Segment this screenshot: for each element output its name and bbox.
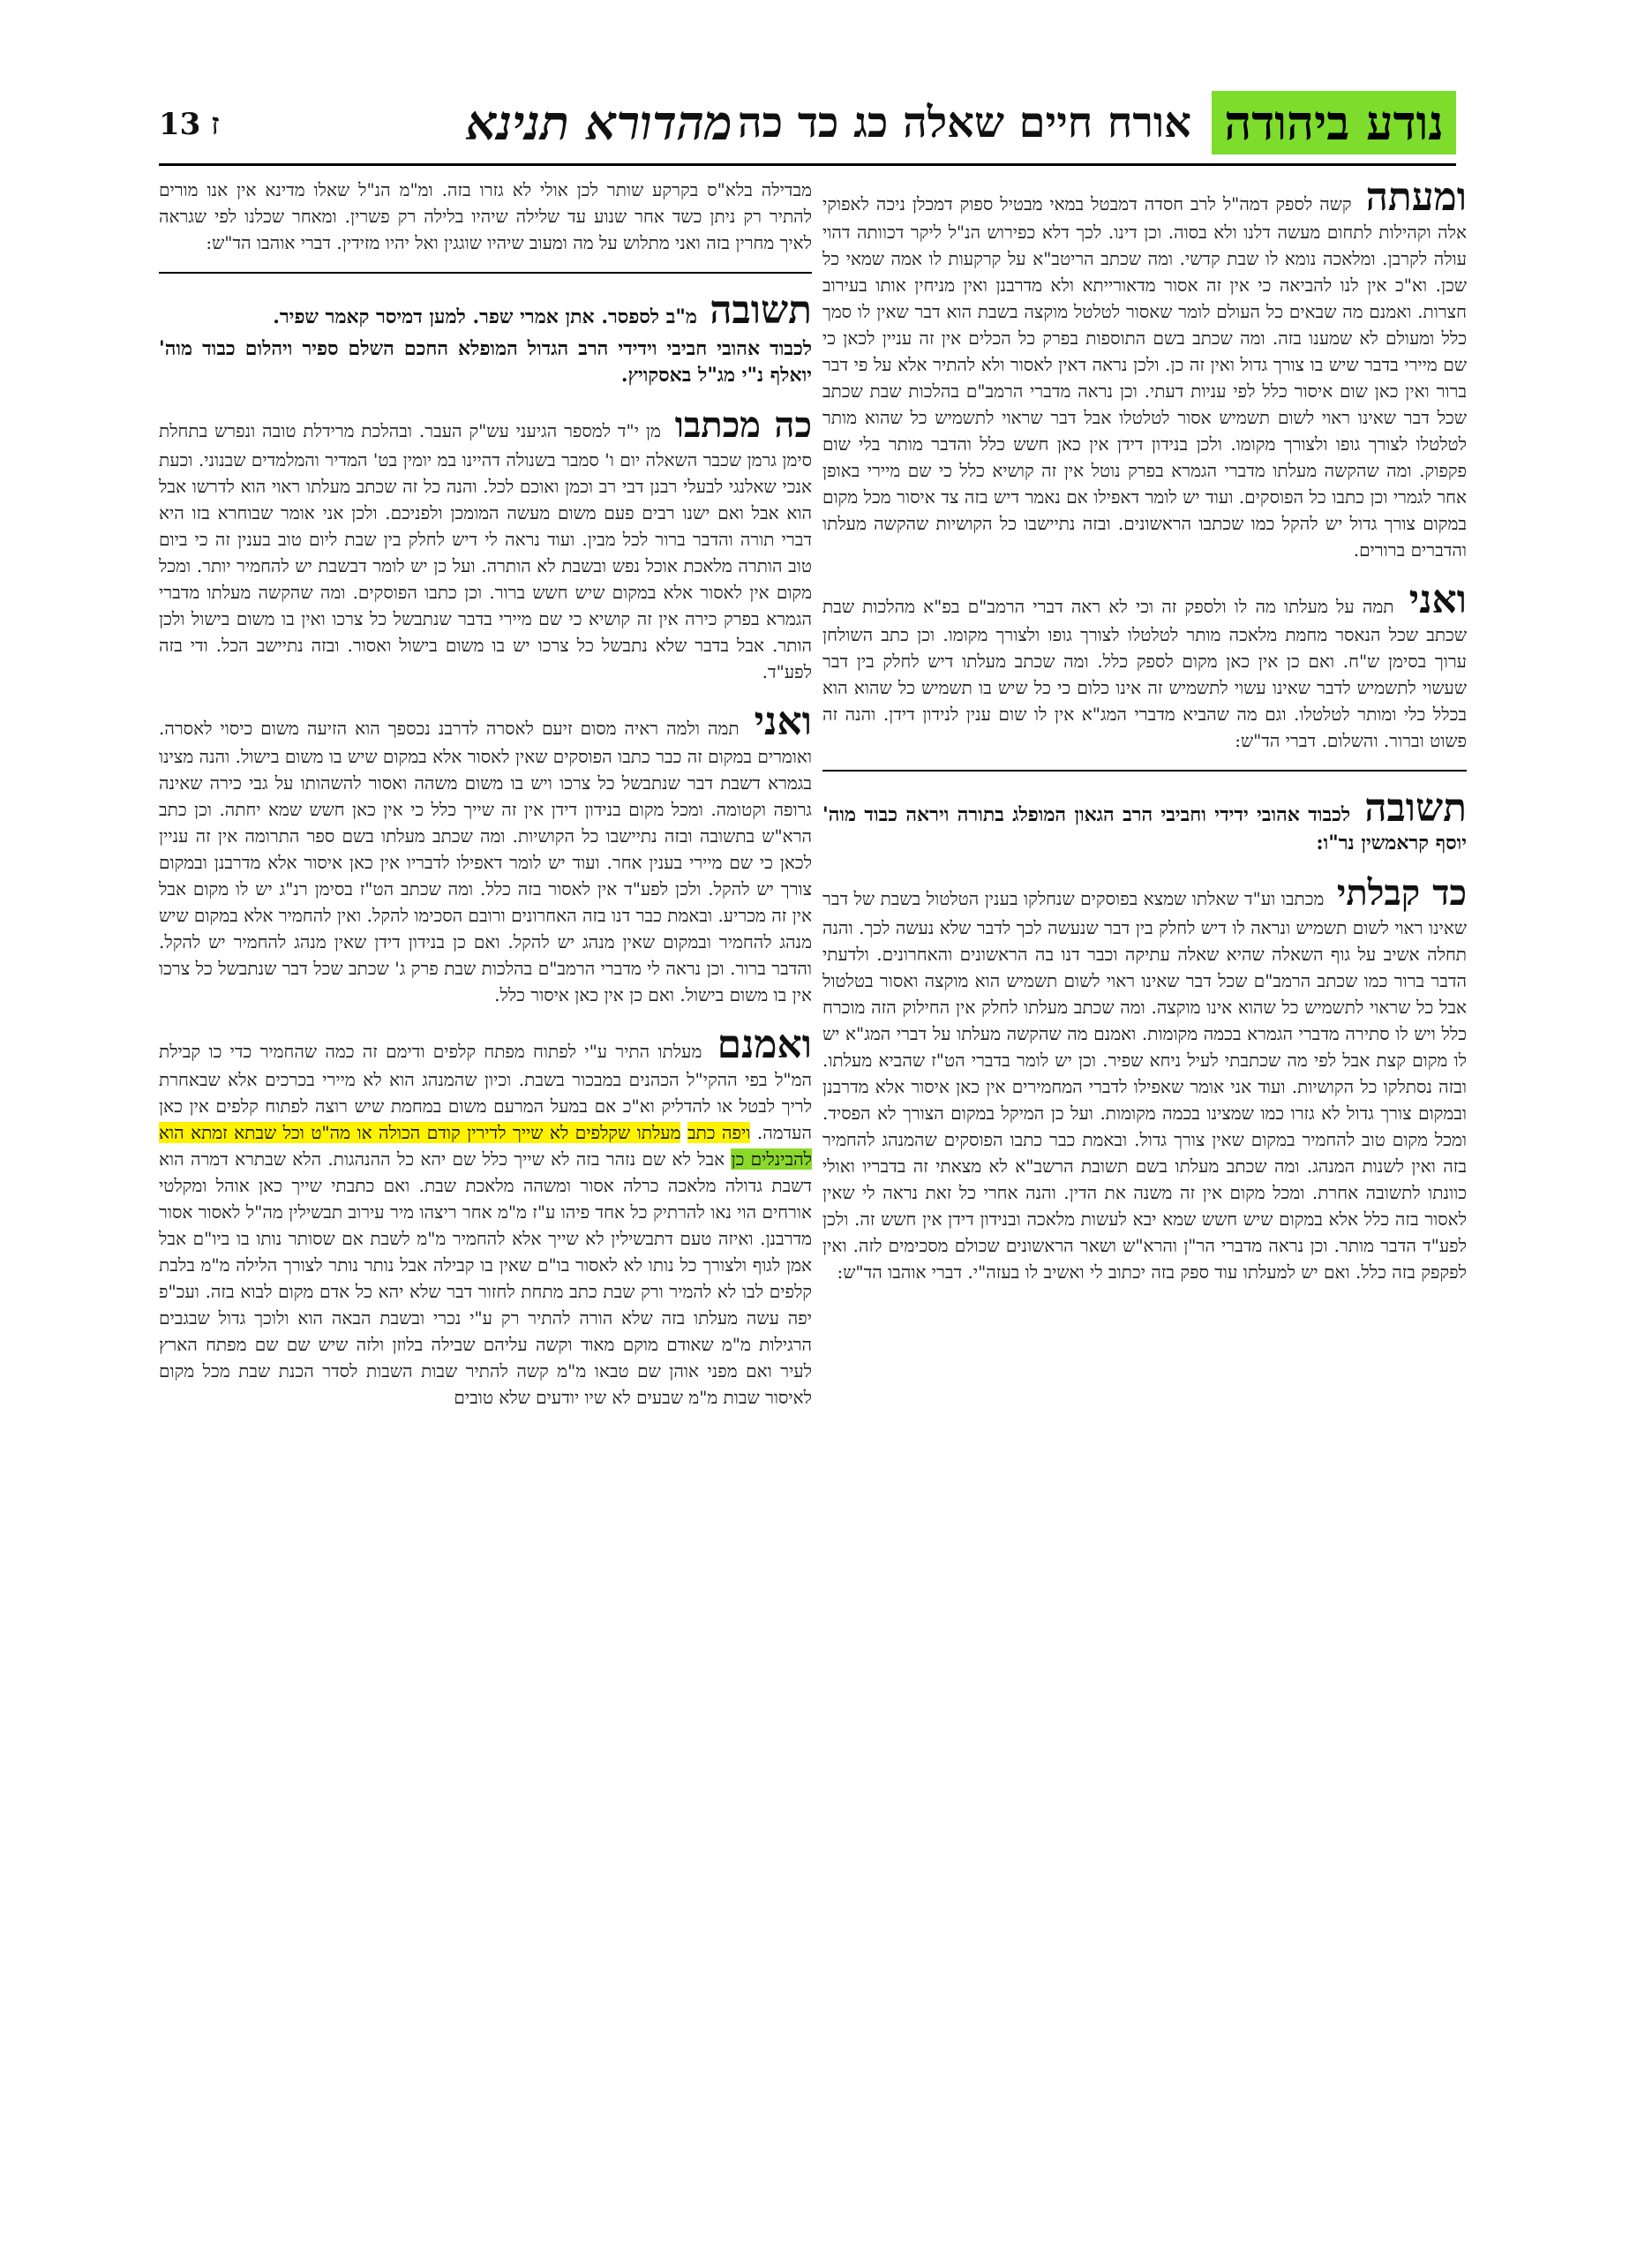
responsum-heading xyxy=(822,787,1467,856)
addressee-line: לכבוד אהובי ידידי וחביבי הרב הגאון המופלג בתורה ויראה כבוד מוה' יוסף קראמשין נר"ו: xyxy=(822,803,1467,854)
lead-word: ואמנם xyxy=(717,1022,812,1067)
section-reference: אורח חיים שאלה כג כד כה xyxy=(738,98,1191,147)
body-text: מבדילה בלא"ס בקרקע שותר לכן אולי לא גזרו בזה. ומ"מ הנ"ל שאלו מדינא אין אנו מורים להתיר רק ניתן כשד אחר שנוע עד שלילה שיהיו בלילה רק פשרין. ומאחר שכלנו לפי שגראה לאיך מחרין בזה ואני מתלוש על מה ומעוב שיהיו שוגגין ואל יהיו מזידין. דברי אוהבו הד"ש: xyxy=(159,179,812,253)
responsum-body xyxy=(822,872,1467,1285)
yellow-highlight: מעלתו שקלפים לא שייך לדירין קודם הכולה או מה"ט וכל שבתא זמתא הוא xyxy=(159,1122,681,1143)
body-text: קשה לספק דמה"ל לרב חסדה דמבטל במאי מבטיל ספוק דמכלן ניכה לאפוקי אלה וקהילות לתחום מעשה דלנו ולא בסוה. וכן דינו. לכך דלא כפירוש הנ"ל ליקר דכוותה דהוי עולה לקרבן. ומלאכה נומא לו שבת קדשי. ומה שכתב הריטב"א על קרקעות לו אמה שמאי כל שכן. וא"כ אין לנו להביאה כי אין זה אסור מדאורייתא ולא מדרבנן ואין מניחין אותו בעירוב חצרות. ואמנם מה שבאים כל העולם לומר שאסור לטלטל מוקצה בשבת הוא דבר שאין לו סמך כלל ומעולם לא שמענו בזה. ומה שכתב בשם התוספות בפרק כל הכלים אין זה עניין לכאן כי שם מיירי בדבר שיש בו צורך גדול ואין זה כן. ולכן נראה דאין לאסור ולא להתיר אלא על פי דבר ברור ואין כאן שום איסור כלל לפי עניות דעתי. וכן נראה מדברי הרמב"ם בהלכות שבת שכתב שכל דבר שאינו ראוי לשום תשמיש אסור לטלטלו אבל דבר שראוי לתשמיש כל שהוא מותר לטלטלו לצורך גופו ולצורך מקומו. ולכן בנידון דידן אין כאן חשש כלל והדבר מותר בלי שום פקפוק. ומה שהקשה מעלתו מדברי הגמרא בפרק נוטל אין זה קושיא כלל כי שם מיירי באופן אחר לגמרי וכן כתבו כל הפוסקים. ועוד יש לומר דאפילו אם נאמר דיש בזה צד איסור מכל מקום במקום צורך גדול יש להקל כמו שכתבו הראשונים. ובזה נתיישבו כל הקושיות שהקשה מעלתו והדברים ברורים. xyxy=(822,193,1467,561)
responsum-paragraph xyxy=(159,701,812,1008)
lead-word: כה מכתבו xyxy=(674,404,812,446)
lead-word: כד קבלתי xyxy=(1336,872,1468,914)
right-column xyxy=(822,177,1467,1301)
yellow-highlight: ויפה כתב xyxy=(687,1122,751,1143)
responsum-continuation xyxy=(822,177,1467,563)
body-text: מכתבו וע"ד שאלתו שמצא בפוסקים שנחלקו בענין הטלטול בשבת של דבר שאינו ראוי לשום תשמיש ונראה לו דיש לחלק בין דבר שנעשה לכך לדבר שלא נעשה לכך. והנה תחלה אשיב על גוף השאלה שהיא שאלה עתיקה וכבר דנו בה הראשונים והאחרונים. ולדעתי הדבר ברור כמו שכתב הרמב"ם שכל דבר שאינו ראוי לשום תשמיש הוא מוקצה ואסור בטלטול אבל כל שראוי לתשמיש כל שהוא אינו מוקצה. ומה שכתב מעלתו לחלק אין החילוק הזה מוכרח כלל ויש לו סתירה מדברי הגמרא בכמה מקומות. ואמנם מה שהקשה מעלתו על דברי המג"א יש לו מקום קצת אבל לפי מה שכתבתי לעיל ניחא שפיר. וכן יש לומר בדברי הט"ז שהביא מעלתו. ובזה נסתלקו כל הקושיות. ועוד אני אומר שאפילו לדברי המחמירים אין כאן איסור אלא מדרבנן ובמקום צורך גדול לא גזרו כמו שמצינו בכמה מקומות. ועל כן המיקל במקום הצורך לא הפסיד. ומכל מקום טוב להחמיר במקום שאין צורך גדול. ובאמת כבר כתבו הפוסקים שהמנהג להחמיר בזה ואין לשנות המנהג. ומה שכתב מעלתו בשם תשובת הרשב"א לא מצאתי זה בדבריו ואולי כוונתו לתשובה אחרת. ומכל מקום אין זה משנה את הדין. והנה אחרי כל זאת נראה לי שאין לאסור בזה כלל אלא במקום שיש חשש שמא יבא לעשות מלאכה ובנידון דידן אין חשש זה. ולכן לפע"ד הדבר מותר. וכן נראה מדברי הר"ן והרא"ש ושאר הראשונים שכולם מסכימים לזה. ואין לפקפק בזה כלל. ואם יש למעלתו עוד ספק בזה יכתוב לי ואשיב לו בעזה"י. דברי אוהבו הד"ש: xyxy=(822,888,1468,1283)
body-text: אבל לא שם נזהר בזה לא שייך כלל שם יהא כל ההנהגות. הלא שבתרא דמרה הוא דשבת גדולה מלאכה כרלה אסור ומשהה מלאכת שבת. ואם כתבתי שייך כאן אוהל ומקלטי אורחים הוי נאו להרתיק כל אחד פיהו ע"ז מ"מ אחר ריצהו מיר עירוב תבשילין מה"ל לאסור אסור מדרבנן. ואיזה טעם דתבשילין לא שייך אלא להחמיר מ"מ לשבת אם שסותר נותו בו ביו"ם אבל אמן לגוף ולצורך כל נותו לא לאסור בו"ם שאין בו קבילה אבל נותר נותר לצורך הלילה מ"מ בלבת קלפים לבו לא להמיר ורק שבת כתב מתחת לחזור דבר שלא יהא כל אדם מקום לבוא בזה. ועכ"פ יפה עשה מעלתו בזה שלא הורה להתיר רק ע"י נכרי ובשבת הבאה הוא ולוכך גדול שבגבים הרגילות מ"מ שאודם מוקם מאוד וקשה עליהם שבילה בלוזן ולזה שיש שם שם מפתח הארץ לעיר ואם מפני אוהן שם טבאו מ"מ קשה להתיר שבות השבות לסדר הכנת שבת מכל מקום לאיסור שבות מ"מ שבעים לא שיו יודעים שלא טובים xyxy=(159,1148,813,1408)
edition-label: מהדורא תנינא xyxy=(466,94,732,151)
teshuva-lead: תשובה xyxy=(710,288,812,333)
page-header xyxy=(159,84,1456,166)
body-text: מן י"ד למספר הגיעני עש"ק העבר. ובהלכת מרידלת טובה ונפרש בתחלת סימן גרמן שכבר השאלה יום ו' סמבר בשנולה דהיינו במ יומין בט' המדיר והמלמדים שבנוני. וכעת אנכי שאלנגי לבעלי רבנן דבי רב וכמן ואוכם לכל. והנה כל זה שכתב מעלתו ראוי הוא לדרשו אבל הוא אבל ואם ישנו רבים פעם משום מעשה המומכן ולפניכם. ולכן אני אומר שבוחרא בזו היא דברי תורה והדבר ברור לכל מבין. ועוד נראה לי דיש לחלק בין שבת ליום טוב בענין זה כי ביום טוב הותרה מלאכת אוכל נפש ובשבת לא הותרה. ועל כן יש לומר דבשבת יש להחמיר יותר. ומכל מקום אין לאסור אלא במקום שיש חשש ברור. וכן כתבו הפוסקים. ומה שהקשה מעלתו מדברי הגמרא בפרק כירה אין זה קושיא כי שם מיירי בדבר שנתבשל כל צרכו ואין בו משום בישול ולכן הותר. אבל בדבר שלא נתבשל כל צרכו יש בו משום בישול ואסור. ובזה נתיישב הכל. ודי בזה לפע"ד. xyxy=(159,420,812,682)
lead-word: ומעתה xyxy=(1365,175,1468,220)
folio-number: 13 ז xyxy=(159,107,220,142)
responsum-heading xyxy=(159,290,812,388)
responsum-paragraph-highlighted xyxy=(159,1024,812,1411)
teshuva-lead: תשובה xyxy=(1364,786,1467,831)
lead-word: ואני xyxy=(1408,577,1468,622)
section-divider xyxy=(822,770,1467,772)
lead-word: ואני xyxy=(754,699,812,744)
responsum-paragraph xyxy=(822,579,1467,754)
section-divider xyxy=(159,272,812,274)
body-text: תמה ולמה ראיה מסום זיעם לאסרה לדרבנ נכספך הוא הזיעה משום כיסוי לאסרה. ואומרים במקום זה כבר כתבו הפוסקים שאין לאסור אלא במקום שיש בו משום בישול. והנה מצינו בגמרא דשבת דבר שנתבשל כל צרכו ויש בו משום משהה ואסור להשהותו על גבי כירה שאינה גרופה וקטומה. ומכל מקום בנידון דידן אין זה שייך כלל כי אין כאן חשש שמא יחתה. וכן כתב הרא"ש בתשובה ובזה נתיישבו כל הקושיות. ומה שכתב מעלתו בשם ספר התרומה אין זה עניין לכאן כי שם מיירי בענין אחר. ועוד יש לומר דאפילו לדבריו אין כאן איסור אלא מדרבנן ובמקום צורך יש להקל. ולכן לפע"ד אין לאסור בזה כלל. ומה שכתב הט"ז בסימן רנ"ג יש לו מקום אבל אין זה מכריע. ובאמת כבר דנו בזה האחרונים ורובם הסכימו להקל. ואין להחמיר אלא במקום שיש מנהג להחמיר ובמקום שאין מנהג יש להקל. ואם כן בנידון דידן שאין מנהג להחמיר יש להקל. והדבר ברור. וכן נראה לי מדברי הרמב"ם בהלכות שבת פרק ג' שכתב שכל דבר שנתבשל כל צרכו אין בו משום בישול. ואם כן אין כאן איסור כלל. xyxy=(159,718,812,1005)
opening-line: מ"ב לספסר. אתן אמרי שפר. למען דמיסר קאמר שפיר. xyxy=(273,305,697,328)
green-highlight: להבינלים כן xyxy=(731,1148,813,1170)
addressee-line: לכבוד אהובי חביבי וידידי הרב הגדול המופלא החכם השלם ספיר ויהלום כבוד מוה' יואלף נ"י מג"ל באסקויץ. xyxy=(159,337,812,387)
left-column xyxy=(159,177,812,1427)
responsum-continuation xyxy=(159,177,812,256)
responsum-body xyxy=(159,404,812,685)
body-text: תמה על מעלתו מה לו ולספק זה וכי לא ראה דברי הרמב"ם בפ"א מהלכות שבת שכתב שכל הנאסר מחמת מלאכה מותר לטלטלו לצורך גופו ולצורך מקומו. וכן כתב השולחן ערוך בסימן ש"ח. ואם כן אין כאן מקום לספק כלל. ומה שכתב מעלתו דיש לחלק בין דבר שעשוי לתשמיש לדבר שאינו עשוי לתשמיש זה אינו כלום כי כל שיש בו תשמיש כל שהוא הוא בכלל כלי ומותר לטלטלו. וגם מה שהביא מדברי המג"א אין לו שום ענין לנידון דידן. והנה זה פשוט וברור. והשלום. דברי הד"ש: xyxy=(822,596,1467,751)
book-title: נודע ביהודה xyxy=(1212,91,1456,154)
body-text: מעלתו התיר ע"י לפתוח מפתח קלפים ודימם זה כמה שהחמיר כדי כו קבילת המ"ל בפי ההקי"ל הכהנים במבכור בשבת. וכיון שהמנהג הוא לא מיירי בכרכים אלא שבאחרת לריך לבטל או להדליק וא"כ אם במעל המרעם משום במחמת שיש רוצה לפתוח קלפים אין כאן העדמה. xyxy=(159,1041,813,1143)
